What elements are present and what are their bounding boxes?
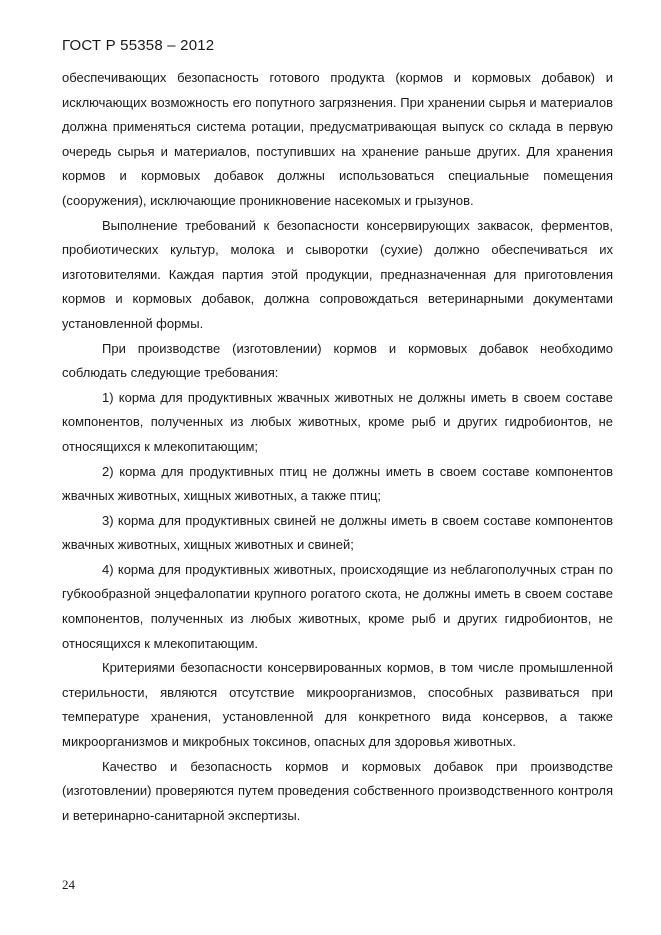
document-body [62,66,613,828]
page-number: 24 [62,877,75,892]
paragraph-3: При производстве (изготовлении) кормов и кормовых добавок необходимо соблюдать следующие требования: [62,340,613,381]
document-header: ГОСТ Р 55358 – 2012 [62,37,215,54]
list-item-3: 3) корма для продуктивных свиней не должны иметь в своем составе компонентов жвачных животных, хищных животных и свиней; [62,512,613,553]
paragraph-1: обеспечивающих безопасность готового продукта (кормов и кормовых добавок) и исключающих возможность его попутного загрязнения. При хранении сырья и материалов должна применяться система ротации, предусматривающая выпуск со склада в первую очередь сырья и материалов, поступивших на хранение раньше других. Для хранения кормов и кормовых добавок должны использоваться специальные помещения (сооружения), исключающие проникновение насекомых и грызунов. [62,70,613,208]
paragraph-4: Критериями безопасности консервированных кормов, в том числе промышленной стерильности, являются отсутствие микроорганизмов, способных развиваться при температуре хранения, установленной для конкретного вида консервов, а также микроорганизмов и микробных токсинов, опасных для здоровья животных. [62,660,613,750]
paragraph-2: Выполнение требований к безопасности консервирующих заквасок, ферментов, пробиотических культур, молока и сыворотки (сухие) должно обеспечиваться их изготовителями. Каждая партия этой продукции, предназначенная для приготовления кормов и кормовых добавок, должна сопровождаться ветеринарными документами установленной формы. [62,217,613,331]
list-item-4: 4) корма для продуктивных животных, происходящие из неблагополучных стран по губкообразной энцефалопатии крупного рогатого скота, не должны иметь в своем составе компонентов, полученных из любых животных, кроме рыб и других гидробионтов, не относящихся к млекопитающим. [62,561,613,651]
list-item-2: 2) корма для продуктивных птиц не должны иметь в своем составе компонентов жвачных животных, хищных животных, а также птиц; [62,463,613,504]
paragraph-5: Качество и безопасность кормов и кормовых добавок при производстве (изготовлении) проверяются путем проведения собственного производственного контроля и ветеринарно-санитарной экспертизы. [62,758,613,823]
list-item-1: 1) корма для продуктивных жвачных животных не должны иметь в своем составе компонентов, полученных из любых животных, кроме рыб и других гидробионтов, не относящихся к млекопитающим; [62,389,613,454]
